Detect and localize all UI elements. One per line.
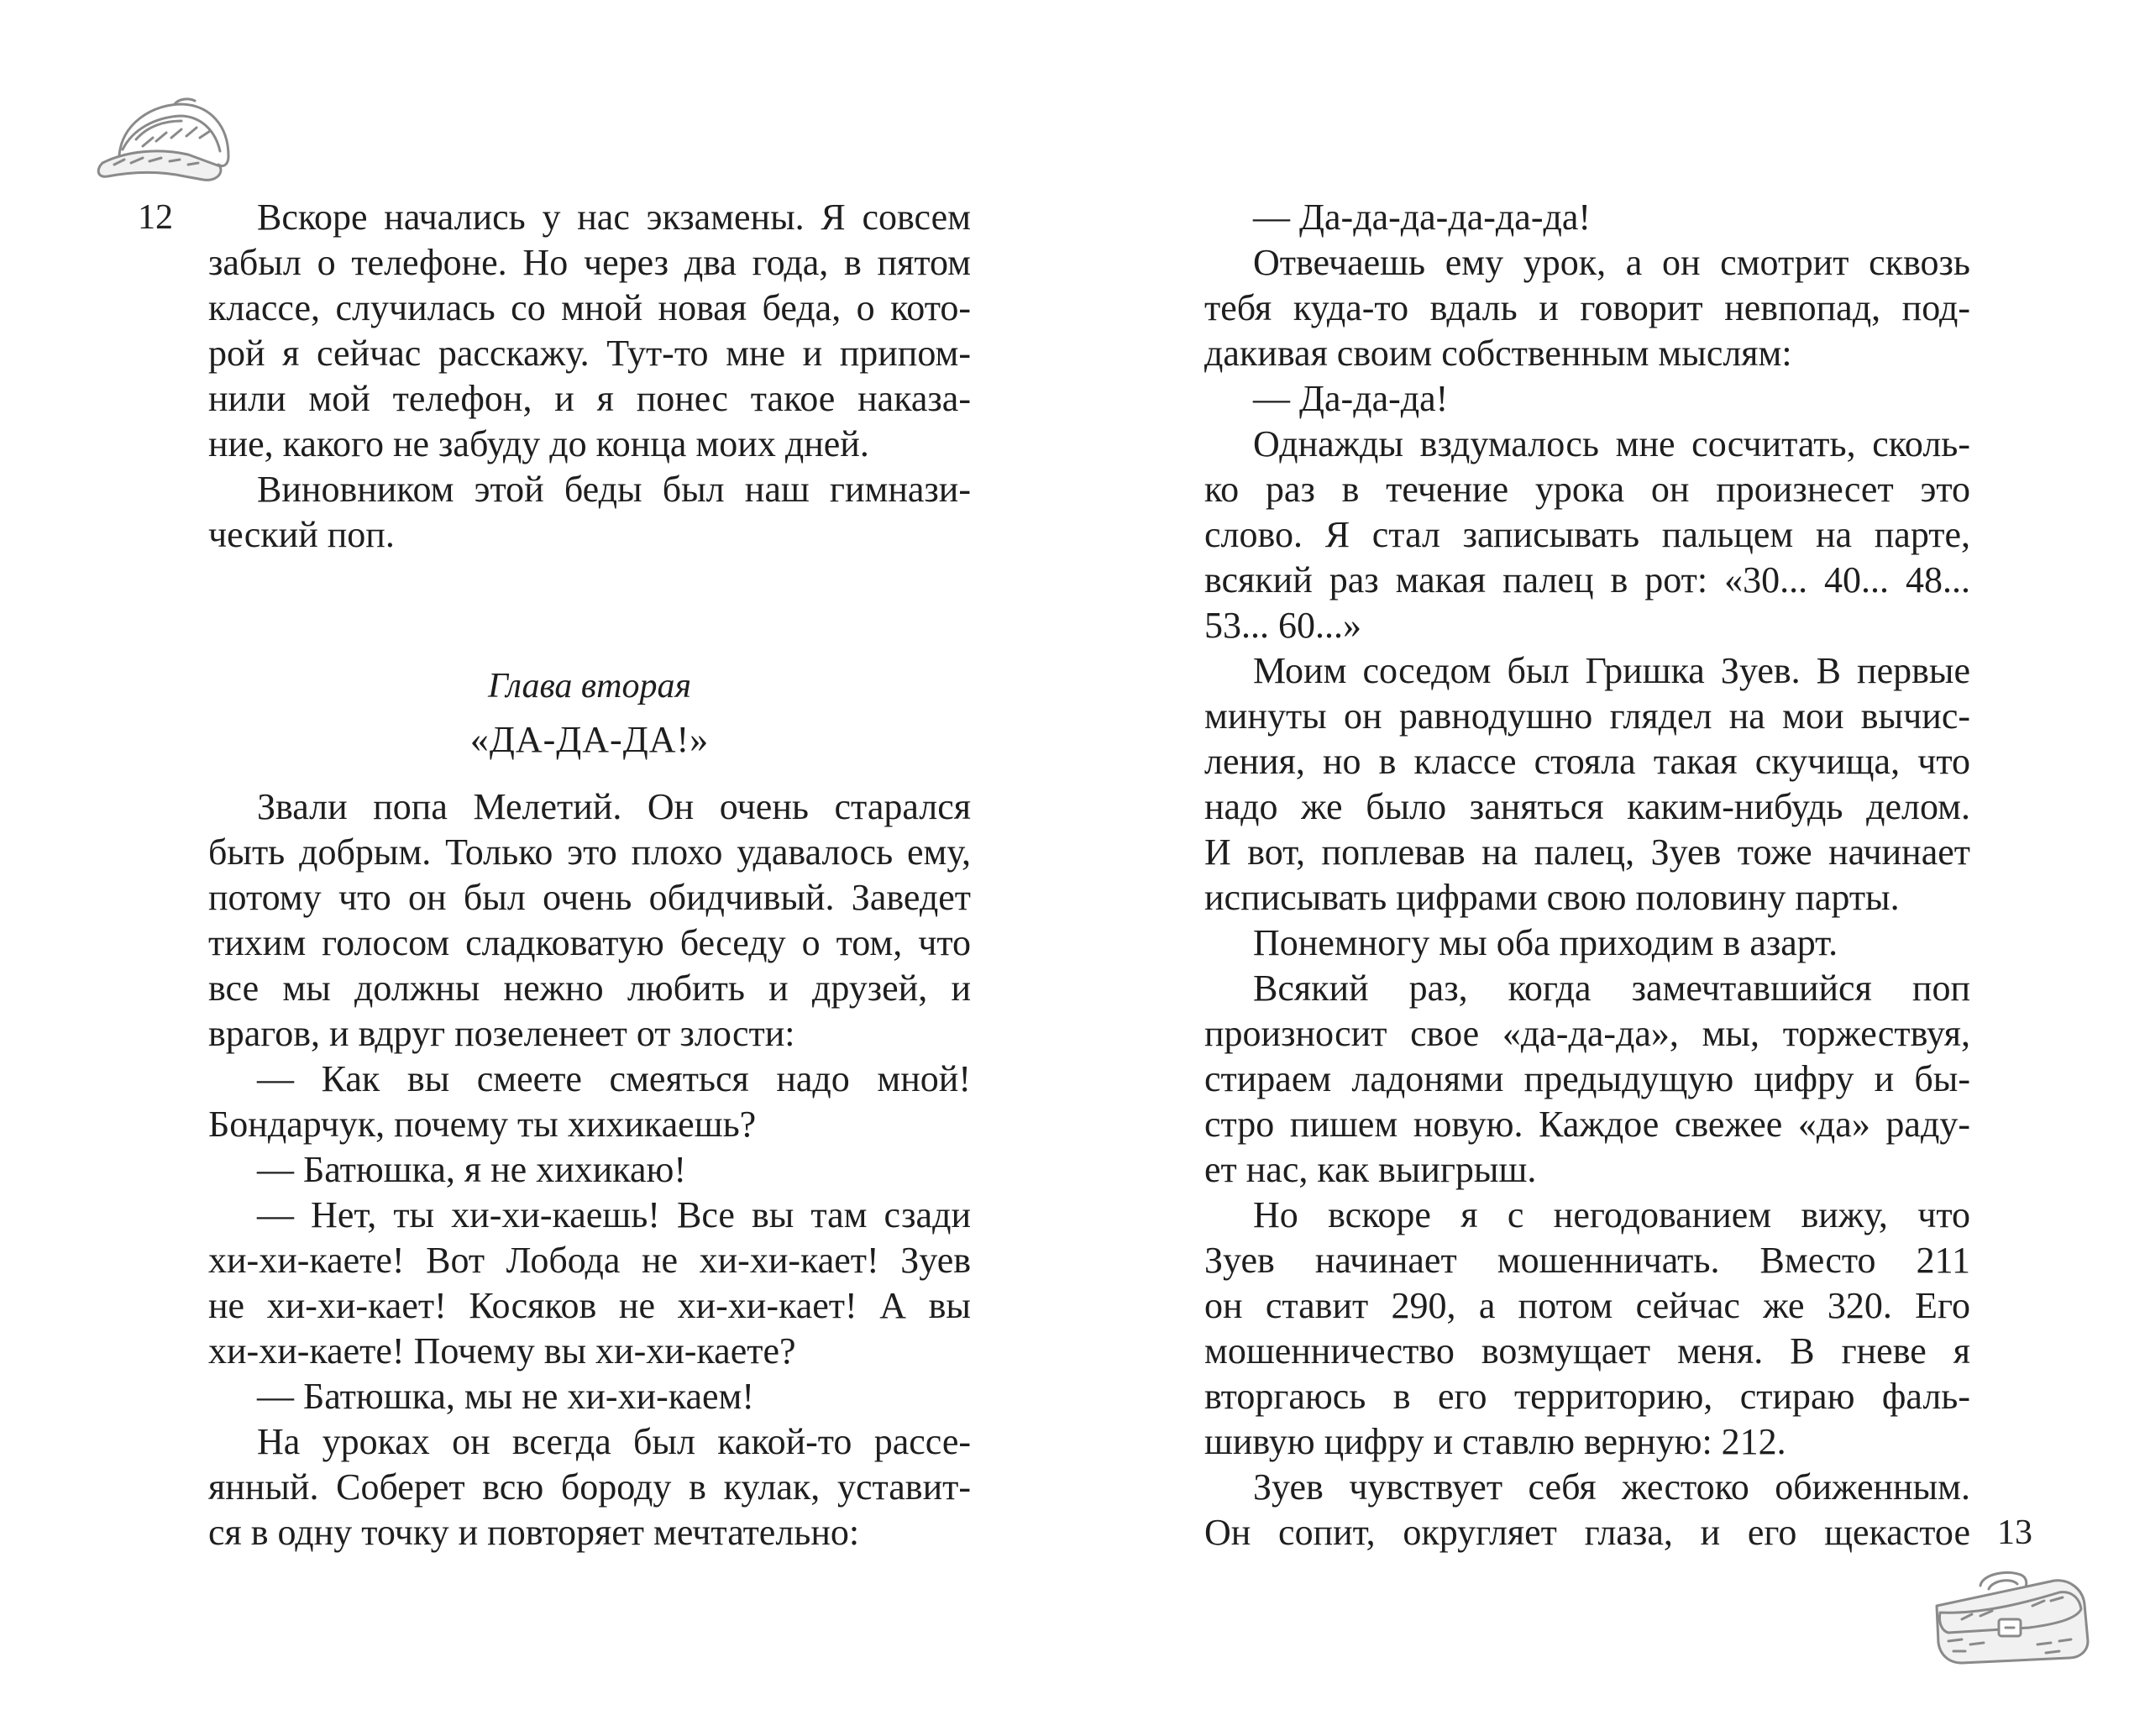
text-line: И вот, поплевав на палец, Зуев тоже начинает — [1204, 831, 1970, 873]
text-line: ся в одну точку и повторяет мечтательно: — [208, 1512, 860, 1553]
text-line: исписывать цифрами свою половину парты. — [1204, 877, 1900, 918]
text-line: Вскоре начались у нас экзамены. Я совсем — [257, 197, 971, 238]
text-line: не хи-хи-кает! Косяков не хи-хи-кает! А вы — [208, 1285, 971, 1326]
text-line: минуты он равнодушно глядел на мои вычис- — [1204, 695, 1970, 737]
text-line: потому что он был очень обидчивый. Заведет — [208, 877, 971, 918]
text-line: янный. Соберет всю бороду в кулак, уставит- — [208, 1466, 971, 1508]
text-line: хи-хи-каете! Вот Лобода не хи-хи-кает! Зуев — [208, 1240, 971, 1281]
text-line: дакивая своим собственным мыслям: — [1204, 333, 1792, 374]
text-line: Виновником этой беды был наш гимнази- — [257, 469, 971, 510]
text-line: Понемногу мы оба приходим в азарт. — [1253, 922, 1838, 963]
text-line: слово. Я стал записывать пальцем на парте, — [1204, 514, 1970, 555]
text-line: забыл о телефоне. Но через два года, в пятом — [208, 242, 971, 283]
text-line: На уроках он всегда был какой-то рассе- — [257, 1421, 971, 1462]
chapter-title: «ДА-ДА-ДА!» — [469, 719, 710, 760]
text-line: Звали попа Мелетий. Он очень старался — [257, 786, 971, 827]
text-line: классе, случилась со мной новая беда, о кото- — [208, 287, 971, 328]
text-line: произносит свое «да-да-да», мы, торжествуя, — [1204, 1013, 1970, 1054]
text-line: Бондарчук, почему ты хихикаешь? — [208, 1104, 757, 1145]
text-line: ческий поп. — [208, 514, 395, 555]
chapter-label: Глава вторая — [487, 667, 691, 705]
text-line: Он сопит, округляет глаза, и его щекастое — [1204, 1512, 1970, 1553]
text-line: надо же было заняться каким-нибудь делом. — [1204, 786, 1970, 827]
text-line: 53... 60...» — [1204, 605, 1361, 646]
text-line: — Да-да-да! — [1253, 378, 1449, 419]
text-line: хи-хи-каете! Почему вы хи-хи-каете? — [208, 1330, 796, 1371]
text-line: стро пишем новую. Каждое свежее «да» раду- — [1204, 1104, 1970, 1145]
text-line: — Да-да-да-да-да-да! — [1253, 197, 1592, 238]
text-line: ние, какого не забуду до конца моих дней. — [208, 423, 869, 464]
text-line: тебя куда-то вдаль и говорит невпопад, под- — [1204, 287, 1970, 328]
text-line: ет нас, как выигрыш. — [1204, 1149, 1537, 1190]
text-line: он ставит 290, а потом сейчас же 320. Его — [1204, 1285, 1970, 1326]
text-line: Моим соседом был Гришка Зуев. В первые — [1253, 650, 1970, 691]
text-line: мошенничество возмущает меня. В гневе я — [1204, 1330, 1970, 1371]
right-page — [1075, 0, 2150, 1736]
text-line: всякий раз макая палец в рот: «30... 40... 48... — [1204, 559, 1970, 601]
text-line: — Батюшка, мы не хи-хи-каем! — [257, 1376, 755, 1417]
text-line: быть добрым. Только это плохо удавалось ему, — [208, 831, 971, 873]
text-line: стираем ладонями предыдущую цифру и бы- — [1204, 1058, 1970, 1099]
text-line: Отвечаешь ему урок, а он смотрит сквозь — [1253, 242, 1970, 283]
text-line: Зуев чувствует себя жестоко обиженным. — [1253, 1466, 1970, 1508]
text-line: врагов, и вдруг позеленеет от злости: — [208, 1013, 795, 1054]
page-number: 13 — [1997, 1513, 2032, 1552]
satchel-icon — [1928, 1564, 2093, 1668]
text-line: все мы должны нежно любить и друзей, и — [208, 968, 971, 1009]
text-line: тихим голосом сладковатую беседу о том, что — [208, 922, 971, 963]
cap-icon — [94, 91, 237, 190]
text-line: — Батюшка, я не хихикаю! — [257, 1149, 687, 1190]
text-line: ко раз в течение урока он произнесет это — [1204, 469, 1970, 510]
text-line: рой я сейчас расскажу. Тут-то мне и припом- — [208, 333, 971, 374]
text-line: Однажды вздумалось мне сосчитать, сколь- — [1253, 423, 1970, 464]
text-line: вторгаюсь в его территорию, стираю фаль- — [1204, 1376, 1970, 1417]
page-number: 12 — [138, 198, 173, 237]
text-line: — Как вы смеете смеяться надо мной! — [257, 1058, 971, 1099]
text-line: нили мой телефон, и я понес такое наказа- — [208, 378, 971, 419]
text-line: ления, но в классе стояла такая скучища, что — [1204, 741, 1970, 782]
text-line: Но вскоре я с негодованием вижу, что — [1253, 1194, 1970, 1235]
text-line: шивую цифру и ставлю верную: 212. — [1204, 1421, 1786, 1462]
text-line: Всякий раз, когда замечтавшийся поп — [1253, 968, 1970, 1009]
text-line: Зуев начинает мошенничать. Вместо 211 — [1204, 1240, 1970, 1281]
text-line: — Нет, ты хи-хи-каешь! Все вы там сзади — [257, 1194, 971, 1235]
